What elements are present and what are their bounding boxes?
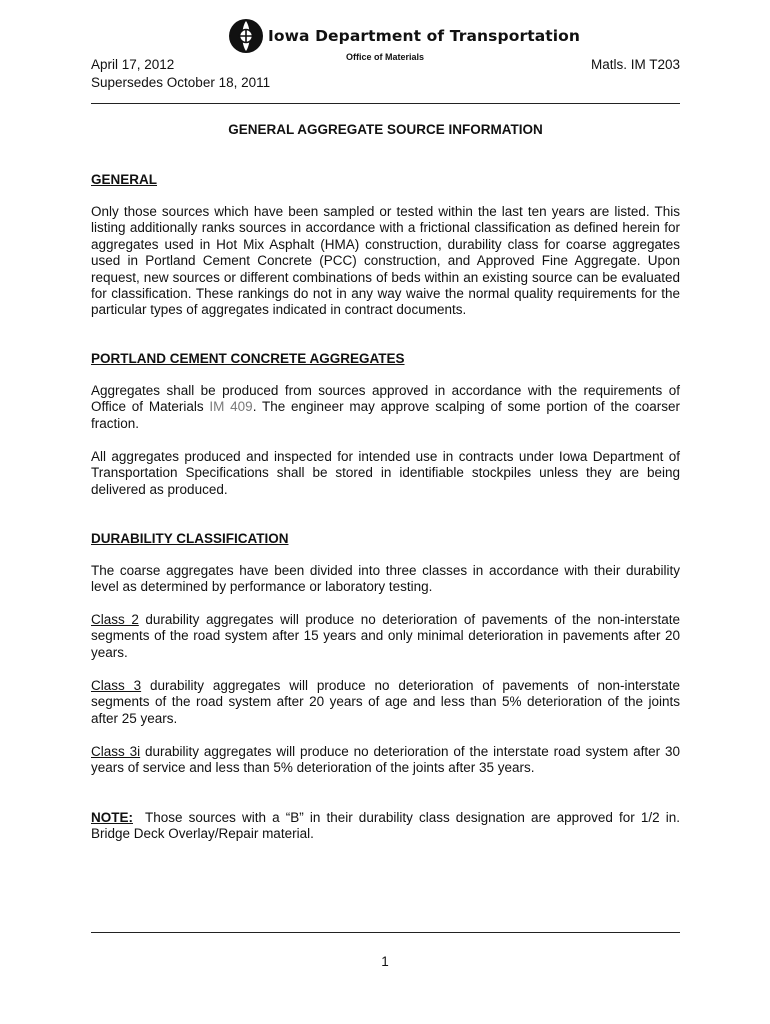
agency-logo-block — [228, 18, 580, 54]
note-text: Those sources with a “B” in their durability class designation are approved for 1/2 in. Bridge Deck Overlay/Repair material. — [91, 810, 684, 842]
class-3i-paragraph — [91, 744, 680, 777]
note-label: NOTE: — [91, 810, 133, 825]
class-3i-label: Class 3i — [91, 744, 141, 759]
class-3-label: Class 3 — [91, 678, 142, 693]
pcc-heading: PORTLAND CEMENT CONCRETE AGGREGATES — [91, 351, 405, 366]
class-2-text: durability aggregates will produce no deterioration of pavements of the non-interstate segments of the road system after 15 years and only minimal deterioration in pavements after 20 years. — [91, 612, 680, 660]
class-2-label: Class 2 — [91, 612, 139, 627]
pcc-paragraph-2: All aggregates produced and inspected for intended use in contracts under Iowa Department of Transportation Specifications shall be stored in identifiable stockpiles unless they are being delivered as produced. — [91, 449, 680, 497]
pcc-p1-text-end: . The engineer may approve scalping of some portion of the coarser fraction. — [91, 399, 681, 431]
class-2-paragraph — [91, 612, 680, 661]
class-3i-text: durability aggregates will produce no deterioration of the interstate road system after 30 years of service and less than 5% deterioration of the joints after 35 years. — [91, 744, 681, 776]
document-id: Matls. IM T203 — [590, 57, 680, 72]
general-heading: GENERAL — [91, 172, 158, 187]
general-paragraph: Only those sources which have been sampled or tested within the last ten years are listed. This listing additionally ranks sources in accordance with a frictional classification as defined herein for aggregates used in Hot Mix Asphalt (HMA) construction, durability class for coarse aggregates used in Portland Cement Concrete (PCC) construction, and Approved Fine Aggregate. Upon request, new sources or different combinations of beds within an existing source can be evaluated for classification. These rankings do not in any way waive the normal quality requirements for the particular types of aggregates indicated in contract documents. — [91, 204, 680, 318]
header-divider — [91, 103, 680, 104]
note-paragraph — [91, 810, 684, 843]
issue-date: April 17, 2012 — [91, 57, 175, 72]
durability-intro: The coarse aggregates have been divided into three classes in accordance with their durability level as determined by performance or laboratory testing. — [91, 563, 680, 595]
document-title: GENERAL AGGREGATE SOURCE INFORMATION — [228, 122, 543, 137]
class-3-text: durability aggregates will produce no deterioration of pavements of non-interstate segments of the road system after 20 years of age and less than 5% deterioration of the joints after 25 years. — [91, 678, 680, 726]
header-dates — [91, 56, 270, 92]
page-number: 1 — [381, 954, 389, 969]
agency-name: Iowa Department of Transportation — [268, 27, 581, 45]
im-409-link[interactable]: IM 409 — [209, 399, 253, 415]
iowa-dot-logo-icon — [228, 18, 264, 54]
office-name: Office of Materials — [345, 52, 425, 62]
supersedes-date: Supersedes October 18, 2011 — [91, 75, 271, 90]
pcc-paragraph-1 — [91, 383, 680, 432]
durability-heading: DURABILITY CLASSIFICATION — [91, 531, 289, 546]
footer-divider — [91, 932, 680, 933]
pcc-p1-text: Aggregates shall be produced from sources approved in accordance with the requirements of Office of Materials — [91, 383, 680, 415]
class-3-paragraph — [91, 678, 680, 727]
